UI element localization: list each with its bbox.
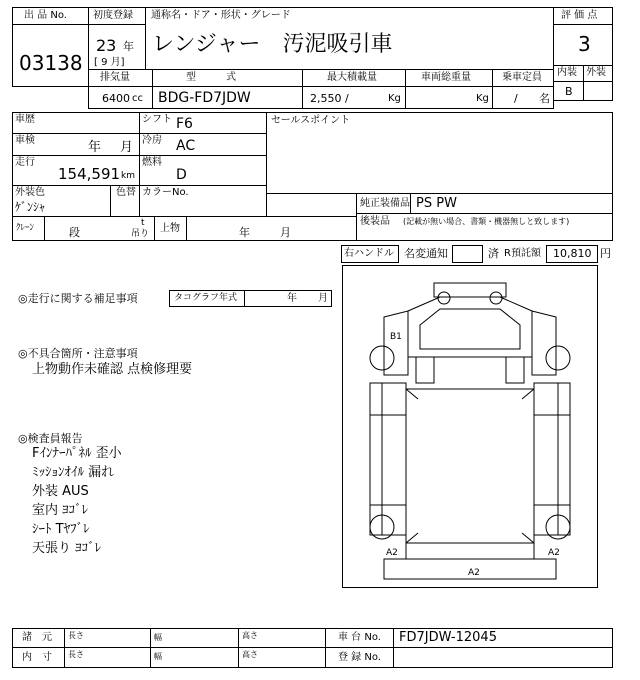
capacity-sep: / xyxy=(514,92,518,105)
max-load-unit: Kg xyxy=(388,93,401,104)
damage-mark: B1 xyxy=(390,332,402,342)
running-label: ◎走行に関する補足事項 xyxy=(18,292,138,305)
genuine: PS PW xyxy=(416,196,457,211)
interior-dims-label: 内 寸 xyxy=(22,652,52,663)
recycle-mark: 済 xyxy=(488,247,499,260)
body-side-left xyxy=(370,383,406,535)
inspection-month: 月 xyxy=(120,140,134,155)
aftermarket-note: (記載が無い場合、書類・機器無しと致します) xyxy=(403,217,570,226)
footer-table xyxy=(12,628,613,668)
damage-mark: A2 xyxy=(468,568,480,578)
model-label: 型 式 xyxy=(186,72,236,83)
fuel: D xyxy=(176,167,187,183)
selling-points-label: セールスポイント xyxy=(271,115,351,126)
aircon: AC xyxy=(176,138,196,154)
displacement: 6400 xyxy=(102,92,130,105)
recycle-unit: 円 xyxy=(600,247,611,260)
tacho-month: 月 xyxy=(318,293,328,304)
exterior-color: ｹﾞﾝｼｬ xyxy=(15,200,46,214)
exterior-label: 外装 xyxy=(586,67,606,78)
genuine-label: 純正装備品 xyxy=(360,198,410,209)
score-label: 評 価 点 xyxy=(561,10,598,21)
cab-door-right xyxy=(532,311,556,375)
door-window-right xyxy=(506,357,524,383)
crane-lift: 吊り xyxy=(131,229,150,239)
crane-stage: 段 xyxy=(69,226,80,239)
crane-label: ｸﾚｰﾝ xyxy=(16,223,35,233)
cab-door-left xyxy=(384,311,408,375)
mileage: 154,591 xyxy=(58,165,121,183)
lot-label: 出 品 No. xyxy=(24,10,67,21)
report-line: 外装 AUS xyxy=(32,484,89,499)
front-wheel-right xyxy=(546,346,570,370)
color-sub-label: 色替 xyxy=(116,187,136,198)
defects-text: 上物動作未確認 点検修理要 xyxy=(32,362,193,377)
capacity-label: 乗車定員 xyxy=(502,72,542,83)
front-wheel-left xyxy=(370,346,394,370)
cab-outline xyxy=(408,297,532,357)
recycle-label: R預託額 xyxy=(504,248,541,259)
name-label: 通称名・ドア・形状・グレード xyxy=(151,10,291,21)
chassis-label: 車 台 No. xyxy=(338,632,381,643)
year-unit: 年 xyxy=(123,40,134,53)
tacho-label: タコグラフ年式 xyxy=(174,293,238,303)
fuel-label: 燃料 xyxy=(142,157,162,168)
history-label: 車歴 xyxy=(15,114,35,125)
upper-year: 年 xyxy=(239,226,250,239)
color-no-label: カラーNo. xyxy=(142,187,189,198)
windshield xyxy=(420,309,520,349)
first-reg-label: 初度登録 xyxy=(93,10,133,21)
aircon-label: 冷房 xyxy=(142,135,162,146)
height-label: 高さ xyxy=(242,631,258,640)
height-label: 高さ xyxy=(242,650,258,659)
report-line: ﾐｯｼｮﾝｵｲﾙ 漏れ xyxy=(32,465,115,480)
exterior-grade-cell xyxy=(583,81,613,101)
upper-month: 月 xyxy=(280,226,291,239)
body-side-right xyxy=(534,383,570,535)
exterior-color-label: 外装色 xyxy=(15,187,45,198)
inspection-label: 車検 xyxy=(15,135,35,146)
first-reg-month: [ 9 月] xyxy=(94,57,125,68)
score: 3 xyxy=(578,32,591,56)
name-change-label: 名変通知 xyxy=(404,247,448,260)
upper-label: 上物 xyxy=(160,223,180,234)
report-line: 室内 ﾖｺﾞﾚ xyxy=(32,503,89,518)
mirror-left xyxy=(438,292,450,304)
gvw-label: 車両総重量 xyxy=(421,72,471,83)
damage-mark: A2 xyxy=(386,548,398,558)
interior-grade: B xyxy=(565,85,573,98)
spec-label-row xyxy=(88,69,554,87)
displacement-label: 排気量 xyxy=(100,72,130,83)
first-reg-year: 23 xyxy=(96,36,117,55)
door-window-left xyxy=(416,357,434,383)
roof-outline xyxy=(434,283,506,297)
rhd: 右ハンドル xyxy=(344,248,394,259)
model: BDG-FD7JDW xyxy=(158,90,251,106)
width-label: 幅 xyxy=(154,652,162,661)
crane-t: t xyxy=(141,218,145,228)
shift: F6 xyxy=(176,116,193,132)
report-line: Fｲﾝﾅｰﾊﾟﾈﾙ 歪小 xyxy=(32,446,122,461)
crane-row xyxy=(12,216,357,241)
damage-mark: A2 xyxy=(548,548,560,558)
mileage-unit: km xyxy=(121,171,135,181)
mileage-label: 走行 xyxy=(15,157,35,168)
chassis: FD7JDW-12045 xyxy=(399,630,497,645)
max-load: 2,550 / xyxy=(310,92,349,105)
length-label: 長さ xyxy=(68,631,84,640)
length-label: 長さ xyxy=(68,650,84,659)
displacement-unit: cc xyxy=(132,93,143,104)
max-load-label: 最大積載量 xyxy=(327,72,377,83)
gvw-unit: Kg xyxy=(476,93,489,104)
tacho-year: 年 xyxy=(287,293,297,304)
recycle-amount: 10,810 xyxy=(553,247,592,260)
truck-diagram xyxy=(342,265,598,588)
interior-label: 内装 xyxy=(557,67,577,78)
report-line: ｼｰﾄ Tﾔﾌﾞﾚ xyxy=(32,522,90,537)
capacity-unit: 名 xyxy=(539,92,550,105)
dims-label: 諸 元 xyxy=(22,632,52,643)
aftermarket-label: 後装品 xyxy=(360,216,390,227)
inspection-year: 年 xyxy=(88,140,102,155)
reg-label: 登 録 No. xyxy=(338,652,381,663)
inspector-label: ◎検査員報告 xyxy=(18,432,83,445)
mirror-right xyxy=(490,292,502,304)
name-change-box xyxy=(452,245,483,263)
car-name: レンジャー 汚泥吸引車 xyxy=(152,32,393,57)
shift-label: シフト xyxy=(142,114,172,125)
defects-label: ◎不具合箇所・注意事項 xyxy=(18,347,138,360)
lot-number: 03138 xyxy=(19,51,83,75)
bed-outline xyxy=(406,389,534,543)
report-line: 天張り ﾖｺﾞﾚ xyxy=(32,541,102,556)
width-label: 幅 xyxy=(154,633,162,642)
